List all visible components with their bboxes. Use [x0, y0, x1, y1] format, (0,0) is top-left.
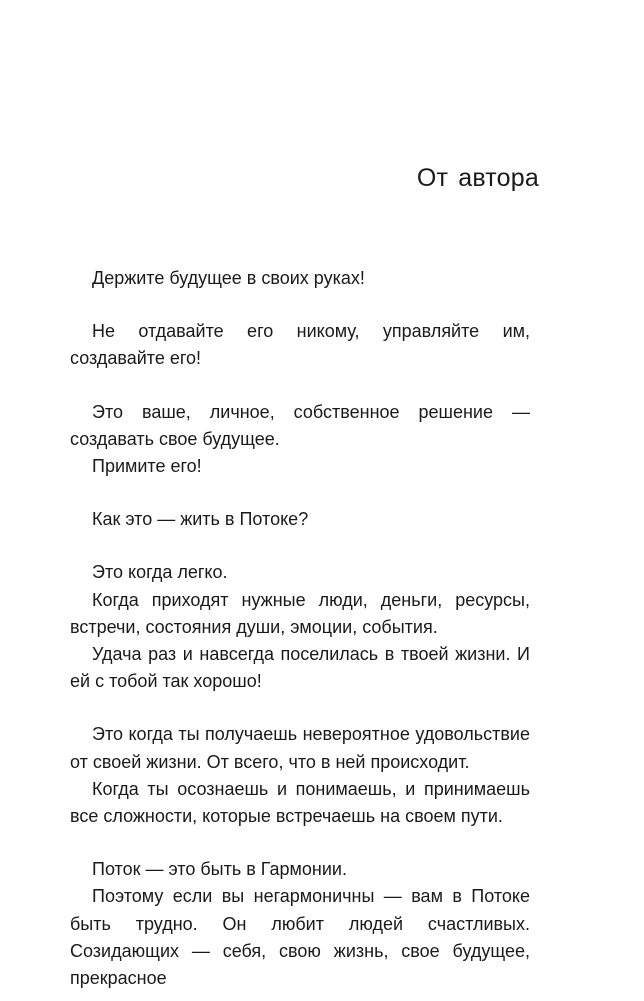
- paragraph: Не отдавайте его никому, управляйте им, создавайте его!: [70, 321, 530, 369]
- body-text: [70, 265, 530, 992]
- paragraph: Примите его!: [92, 456, 202, 477]
- paragraph: Как это — жить в Потоке?: [92, 509, 309, 530]
- paragraph: Поэтому если вы негармоничны — вам в Потоке быть трудно. Он любит людей счастливых. Созидающих — себя, свою жизнь, свое будущее, прекрасное: [70, 886, 530, 989]
- paragraph: Держите будущее в своих руках!: [92, 268, 365, 288]
- paragraph: Когда приходят нужные люди, деньги, ресурсы, встречи, состояния души, эмоции, события.: [70, 589, 530, 637]
- paragraph: Это ваше, личное, собственное решение — создавать свое будущее.: [70, 401, 530, 449]
- paragraph: Когда ты осознаешь и понимаешь, и принимаешь все сложности, которые встречаешь на своем пути.: [70, 778, 530, 827]
- paragraph: Удача раз и навсегда поселилась в твоей жизни. И ей с тобой так хорошо!: [70, 644, 530, 692]
- paragraph: Поток — это быть в Гармонии.: [92, 859, 347, 880]
- chapter-heading: От автора: [416, 164, 539, 192]
- paragraph: Это когда ты получаешь невероятное удовольствие от своей жизни. От всего, что в ней происходит.: [70, 724, 530, 772]
- paragraph: Это когда легко.: [92, 562, 228, 583]
